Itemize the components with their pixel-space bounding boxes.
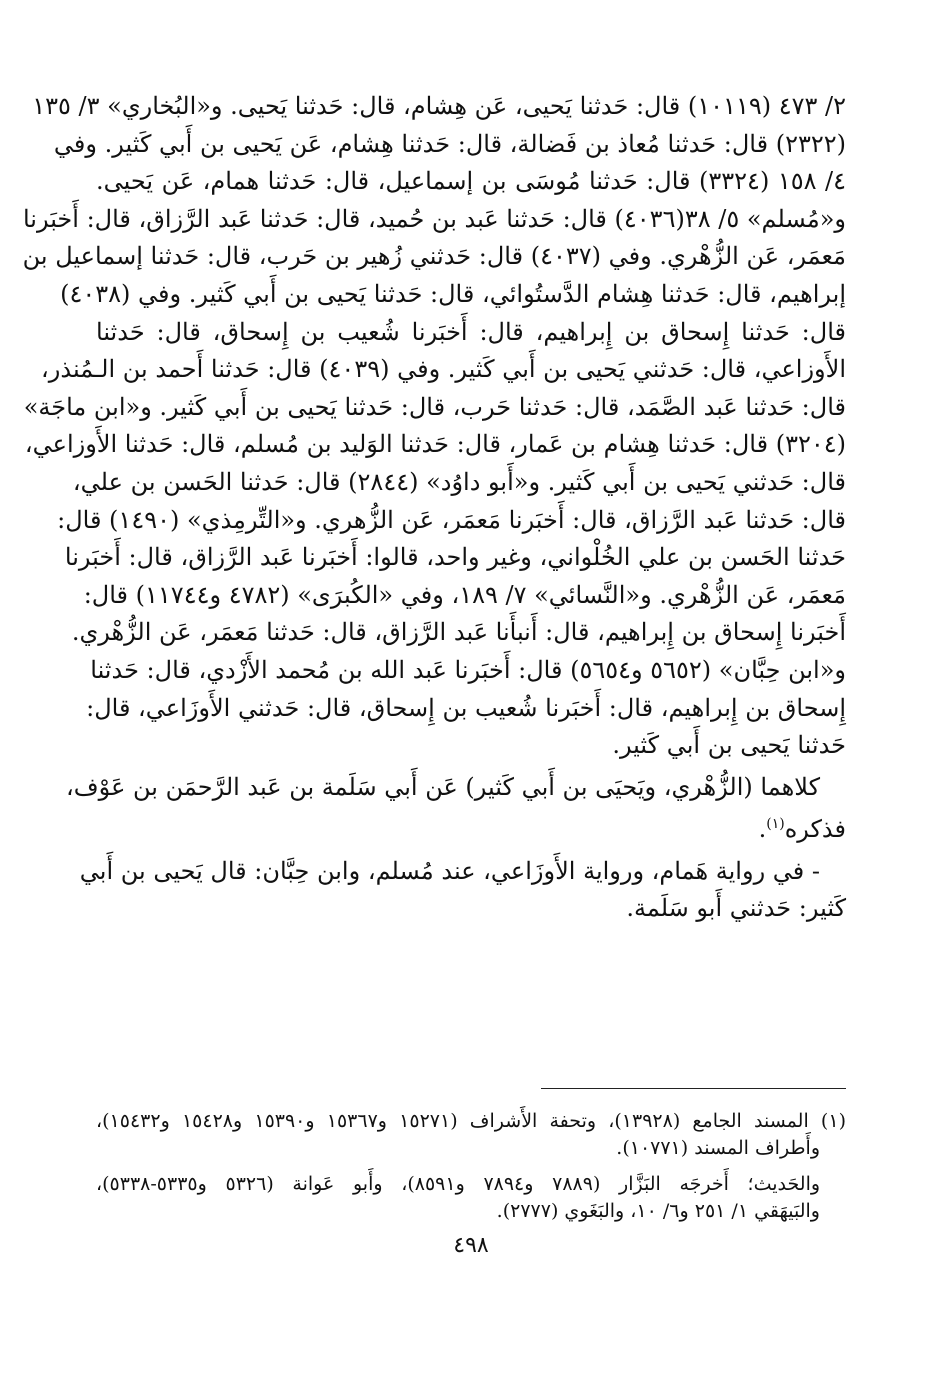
text-line: و«مُسلم» ٥/ ٣٨(٤٠٣٦) قال: حَدثنا عَبد بن حُميد، قال: حَدثنا عَبد الرَّزاق، قال: أَخبَرنا xyxy=(22,204,846,233)
footnote-line: والحَديث؛ أَخرجَه البَزَّار (٧٨٨٩ و٧٨٩٤ و٨٥٩١)، وأَبو عَوانة (٥٣٢٦ و٥٣٣٥-٥٣٣٨)، xyxy=(96,1173,821,1195)
paragraph-riwaya-note xyxy=(79,853,846,928)
text-line: إبراهيم، قال: حَدثنا هِشام الدَّستُوائي، قال: حَدثنا يَحيى بن أَبي كَثير. وفي (٤٠٣٨) xyxy=(60,279,846,308)
page-number: ٤٩٨ xyxy=(453,1233,489,1258)
text-line: قال: حَدثنا إِسحاق بن إِبراهيم، قال: أَخبَرنا شُعيب بن إِسحاق، قال: حَدثنا xyxy=(96,317,846,346)
text-line: ٢/ ٤٧٣ (١٠١١٩) قال: حَدثنا يَحيى، عَن هِشام، قال: حَدثنا يَحيى. و«البُخاري» ٣/ ١٣٥ xyxy=(32,92,846,120)
main-text xyxy=(22,88,846,928)
text-line: ٤/ ١٥٨ (٣٣٢٤) قال: حَدثنا مُوسَى بن إسماعيل، قال: حَدثنا همام، عَن يَحيى. xyxy=(96,167,846,196)
text-line: حَدثنا الحَسن بن علي الخُلْواني، وغير واحد، قالوا: أَخبَرنا عَبد الرَّزاق، قال: أَخبَرنا xyxy=(64,543,846,572)
book-page xyxy=(22,88,846,1358)
footnote-separator xyxy=(541,1088,846,1089)
text-line: كلاهما (الزُّهْري، ويَحيَى بن أَبي كَثير) عَن أَبي سَلَمة بن عَبد الرَّحمَن بن عَوْف، xyxy=(66,772,820,801)
text-line: كَثير: حَدثني أَبو سَلَمة. xyxy=(626,894,846,923)
footnote-line: وأَطراف المسند (١٠٧٧١). xyxy=(616,1137,820,1159)
text-line: الأَوزاعي، قال: حَدثني يَحيى بن أَبي كَثير. وفي (٤٠٣٩) قال: حَدثنا أَحمد بن الـمُنذر، xyxy=(41,355,846,384)
text-line: قال: حَدثنا عَبد الرَّزاق، قال: أَخبَرنا مَعمَر، عَن الزُّهري. و«التِّرمِذي» (١٤٩٠) قال: xyxy=(57,505,846,534)
text-line: قال: حَدثنا عَبد الصَّمَد، قال: حَدثنا حَرب، قال: حَدثنا يَحيى بن أَبي كَثير. و«ابن ماجَة» xyxy=(23,392,846,421)
paragraph-takhrij xyxy=(22,88,846,765)
footnote-2 xyxy=(96,1171,846,1225)
text-line: - في رواية هَمام، ورواية الأَوزَاعي، عند مُسلم، وابن حِبَّان: قال يَحيى بن أَبي xyxy=(79,856,820,885)
text-line: مَعمَر، عَن الزُّهْري. و«النَّسائي» ٧/ ١٨٩، وفي «الكُبرَى» (٤٧٨٢ و١١٧٤٤) قال: xyxy=(83,580,846,609)
footnote-1 xyxy=(96,1108,846,1162)
paragraph-both-narrators xyxy=(66,769,846,849)
footnote-line: والبَيهَقي ١/ ٢٥١ و٦/ ١٠، والبَغَوي (٢٧٧٧). xyxy=(496,1200,820,1222)
text-line: أَخبَرنا إِسحاق بن إِبراهيم، قال: أَنبأَنا عَبد الرَّزاق، قال: حَدثنا مَعمَر، عَن الزُّهْري. xyxy=(71,618,846,647)
text-line: قال: حَدثني يَحيى بن أَبي كَثير. و«أَبو داوُد» (٢٨٤٤) قال: حَدثنا الحَسن بن علي، xyxy=(72,467,846,496)
footnote-line: (١) المسند الجامع (١٣٩٢٨)، وتحفة الأَشراف (١٥٢٧١ و١٥٣٦٧ و١٥٣٩٠ و١٥٤٢٨ و١٥٤٣٢)، xyxy=(96,1110,846,1132)
text-line-content: فذكره xyxy=(784,815,846,844)
text-line: حَدثنا يَحيى بن أَبي كَثير. xyxy=(612,731,846,760)
text-line: فذكره$^{(١)}$. xyxy=(758,815,846,844)
text-line: (٢٣٢٢) قال: حَدثنا مُعاذ بن فَضالة، قال: حَدثنا هِشام، عَن يَحيى بن أَبي كَثير. وفي xyxy=(53,129,846,158)
text-line: مَعمَر، عَن الزُّهْري. وفي (٤٠٣٧) قال: حَدثني زُهير بن حَرب، قال: حَدثنا إسماعيل بن xyxy=(22,242,846,271)
footnote-reference[interactable]: (١) xyxy=(766,816,785,833)
text-line: إِسحاق بن إِبراهيم، قال: أَخبَرنا شُعيب بن إِسحاق، قال: حَدثني الأَوزَاعي، قال: xyxy=(86,693,846,722)
text-line: (٣٢٠٤) قال: حَدثنا هِشام بن عَمار، قال: حَدثنا الوَليد بن مُسلم، قال: حَدثنا الأَوزاعي، xyxy=(24,430,846,459)
text-line: و«ابن حِبَّان» (٥٦٥٢ و٥٦٥٤) قال: أَخبَرنا عَبد الله بن مُحمد الأَزْدي، قال: حَدثنا xyxy=(90,655,846,684)
footnotes xyxy=(96,1108,846,1234)
